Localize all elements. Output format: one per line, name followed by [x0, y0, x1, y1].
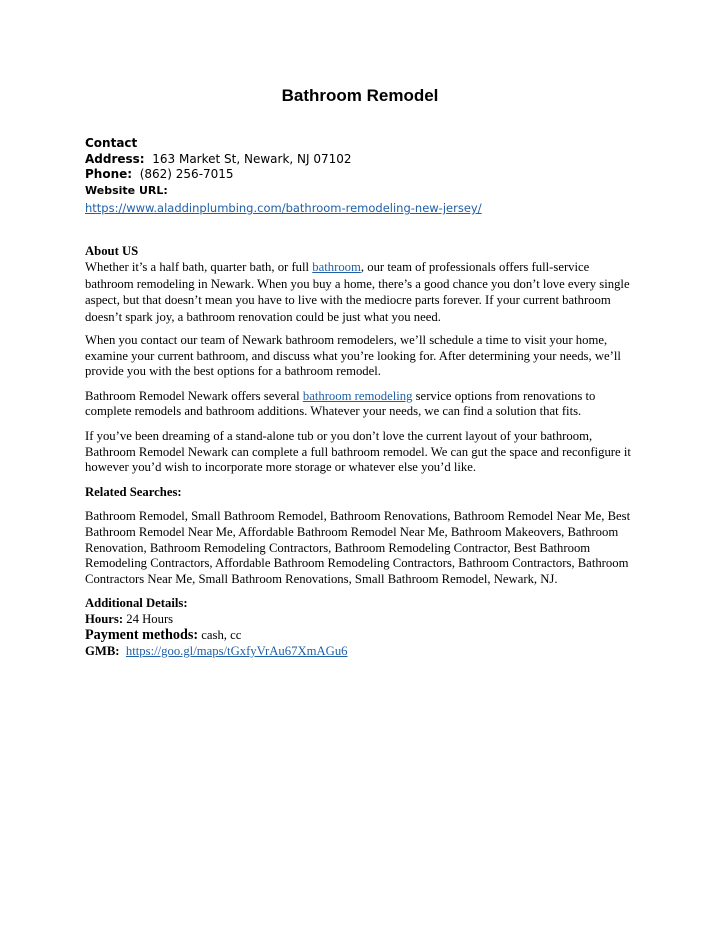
about-text-start: Whether it’s a half bath, quarter bath, or full — [85, 260, 313, 275]
contact-section — [85, 136, 645, 217]
hours-value: 24 Hours — [126, 612, 174, 627]
document-body — [85, 243, 637, 660]
details-heading — [85, 596, 637, 612]
details-heading-text: Additional Details: — [85, 596, 188, 611]
services-text-start: Bathroom Remodel Newark offers several — [85, 388, 303, 403]
payment-line — [85, 628, 637, 644]
paragraph-services — [85, 389, 637, 420]
page-title: Bathroom Remodel — [281, 86, 439, 105]
contact-heading: Contact — [85, 136, 138, 150]
about-section — [85, 243, 637, 325]
phone-line — [85, 167, 645, 183]
address-line — [85, 152, 645, 168]
website-link[interactable]: https://www.aladdinplumbing.com/bathroom-remodeling-new-jersey/ — [85, 201, 482, 215]
additional-details — [85, 596, 637, 659]
services-text-end: service options from renovations to complete remodels and bathroom additions. Whatever your needs, we can find a solution that fits. — [85, 388, 596, 419]
related-heading-text: Related Searches: — [85, 484, 182, 499]
related-heading — [85, 485, 637, 501]
about-text-end: , our team of professionals offers full-service bathroom remodeling in Newark. When you buy a home, there’s a good chance you don’t love every single aspect, but that doesn’t mean you have to live with the mediocre parts forever. If your current bathroom doesn’t spark joy, a bathroom renovation could be just what you need. — [85, 260, 630, 324]
gmb-link[interactable]: https://goo.gl/maps/tGxfyVrAu67XmAGu6 — [125, 643, 348, 658]
paragraph-stand-alone-tub: If you’ve been dreaming of a stand-alone tub or you don’t love the current layout of your bathroom, Bathroom Remodel Newark can complete a full bathroom remodel. We can gut the space and reconfigure it however you’d wish to incorporate more storage or whatever else you’d like. — [85, 429, 631, 475]
address-value: 163 Market St, Newark, NJ 07102 — [152, 151, 352, 166]
gmb-line — [85, 644, 637, 660]
phone-label: Phone: — [85, 167, 133, 181]
phone-value: (862) 256-7015 — [139, 167, 234, 181]
bathroom-remodeling-link[interactable]: bathroom remodeling — [302, 388, 413, 403]
payment-value: cash, cc — [201, 627, 242, 642]
related-searches-text: Bathroom Remodel, Small Bathroom Remodel, Bathroom Renovations, Bathroom Remodel Near Me, Best Bathroom Remodel Near Me, Affordable Bathroom Remodel Near Me, Bathroom Makeovers, Bathroom Renovation, Bathroom Remodeling Contractors, Bathroom Remodeling Contractor, Best Bathroom Remodeling Contractors, Affordable Bathroom Remodeling Contractors, Bathroom Contractors, Bathroom Contractors Near Me, Small Bathroom Renovations, Small Bathroom Remodel, Newark, NJ. — [85, 509, 631, 586]
hours-label: Hours: — [85, 612, 124, 627]
website-label: Website URL: — [85, 183, 168, 197]
gmb-label: GMB: — [85, 643, 120, 658]
bathroom-link[interactable]: bathroom — [312, 260, 361, 275]
hours-line — [85, 612, 637, 628]
about-heading: About US — [85, 244, 139, 258]
address-label: Address: — [85, 151, 145, 166]
payment-label: Payment methods: — [85, 626, 199, 643]
paragraph-contact-team: When you contact our team of Newark bathroom remodelers, we’ll schedule a time to visit your home, examine your current bathroom, and discuss what you’re looking for. After determining your needs, we’ll provide you with the best options for a bathroom remodel. — [85, 333, 621, 379]
